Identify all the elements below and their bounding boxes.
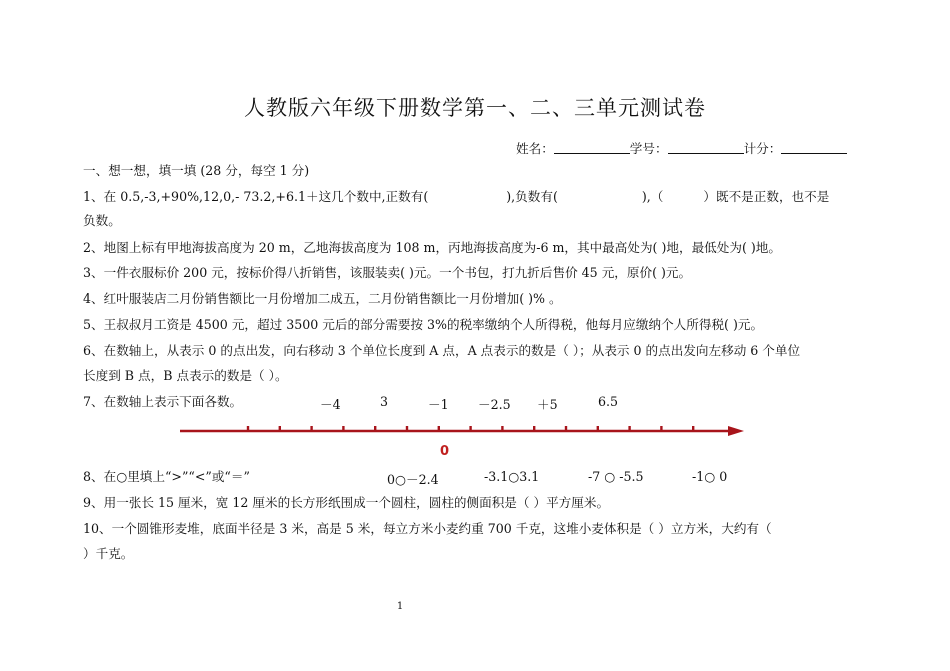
question-4: 4、红叶服装店二月份销售额比一月份增加二成五，二月份销售额比一月份增加( )% 。 <box>83 291 562 306</box>
question-2: 2、地图上标有甲地海拔高度为 20 m，乙地海拔高度为 108 m，丙地海拔高度为-6 m，其中最高处为( )地，最低处为( )地。 <box>83 240 781 255</box>
question-5: 5、王叔叔月工资是 4500 元，超过 3500 元后的部分需要按 3%的税率缴纳个人所得税，他每月应缴纳个人所得税( )元。 <box>83 317 764 332</box>
q8-comparison[interactable]: -7 ○ -5.5 <box>588 469 644 484</box>
question-7: 7、在数轴上表示下面各数。 <box>83 394 243 409</box>
axis-arrow <box>728 426 744 436</box>
name-label: 姓名： <box>516 141 554 156</box>
q1-text-d: ）既不是正数，也不是 <box>703 189 830 204</box>
page-number: 1 <box>396 601 404 612</box>
question-6-line2: 长度到 B 点，B 点表示的数是（ ）。 <box>83 368 288 383</box>
question-6: 6、在数轴上，从表示 0 的点出发，向右移动 3 个单位长度到 A 点，A 点表示的数是（ ）；从表示 0 的点出发向左移动 6 个单位 <box>83 343 801 358</box>
score-label: 计分： <box>743 141 782 156</box>
section-heading: 一、想一想，填一填 (28 分，每空 1 分) <box>83 163 310 178</box>
q8-comparison[interactable]: 0○－2.4 <box>387 472 439 487</box>
q7-number: 3 <box>380 394 389 409</box>
q1-text-b: ),负数有( <box>506 189 558 204</box>
q8-comparison[interactable]: -3.1○3.1 <box>484 469 540 484</box>
id-label: 学号： <box>629 141 668 156</box>
q7-number: ＋5 <box>537 397 558 412</box>
q7-number: －4 <box>320 397 341 412</box>
question-9: 9、用一张长 15 厘米，宽 12 厘米的长方形纸围成一个圆柱，圆柱的侧面积是（ ）平方厘米。 <box>83 495 610 510</box>
q1-text-a: 1、在 0.5,-3,+90%,12,0,- 73.2,+6.1＋这几个数中,正数有( <box>83 189 429 204</box>
question-10: 10、一个圆锥形麦堆，底面半径是 3 米，高是 5 米，每立方米小麦约重 700 千克，这堆小麦体积是（ ）立方米，大约有（ <box>83 521 772 536</box>
question-8: 8、在○里填上“>”“<”或“＝” <box>83 469 250 484</box>
q7-number: －2.5 <box>478 397 511 412</box>
question-10-line2: ）千克。 <box>83 546 134 561</box>
number-line-axis <box>180 426 744 436</box>
q7-number: －1 <box>428 397 449 412</box>
question-1-line2: 负数。 <box>83 213 121 228</box>
q1-text-c: ),（ <box>641 189 664 204</box>
number-line-zero-label: 0 <box>440 444 450 459</box>
q7-number: 6.5 <box>598 394 619 409</box>
q8-comparison[interactable]: -1○ 0 <box>692 469 728 484</box>
question-3: 3、一件衣服标价 200 元，按标价得八折销售，该服装卖( )元。一个书包，打九折后售价 45 元，原价( )元。 <box>83 265 692 280</box>
page-title: 人教版六年级下册数学第一、二、三单元测试卷 <box>244 96 706 120</box>
